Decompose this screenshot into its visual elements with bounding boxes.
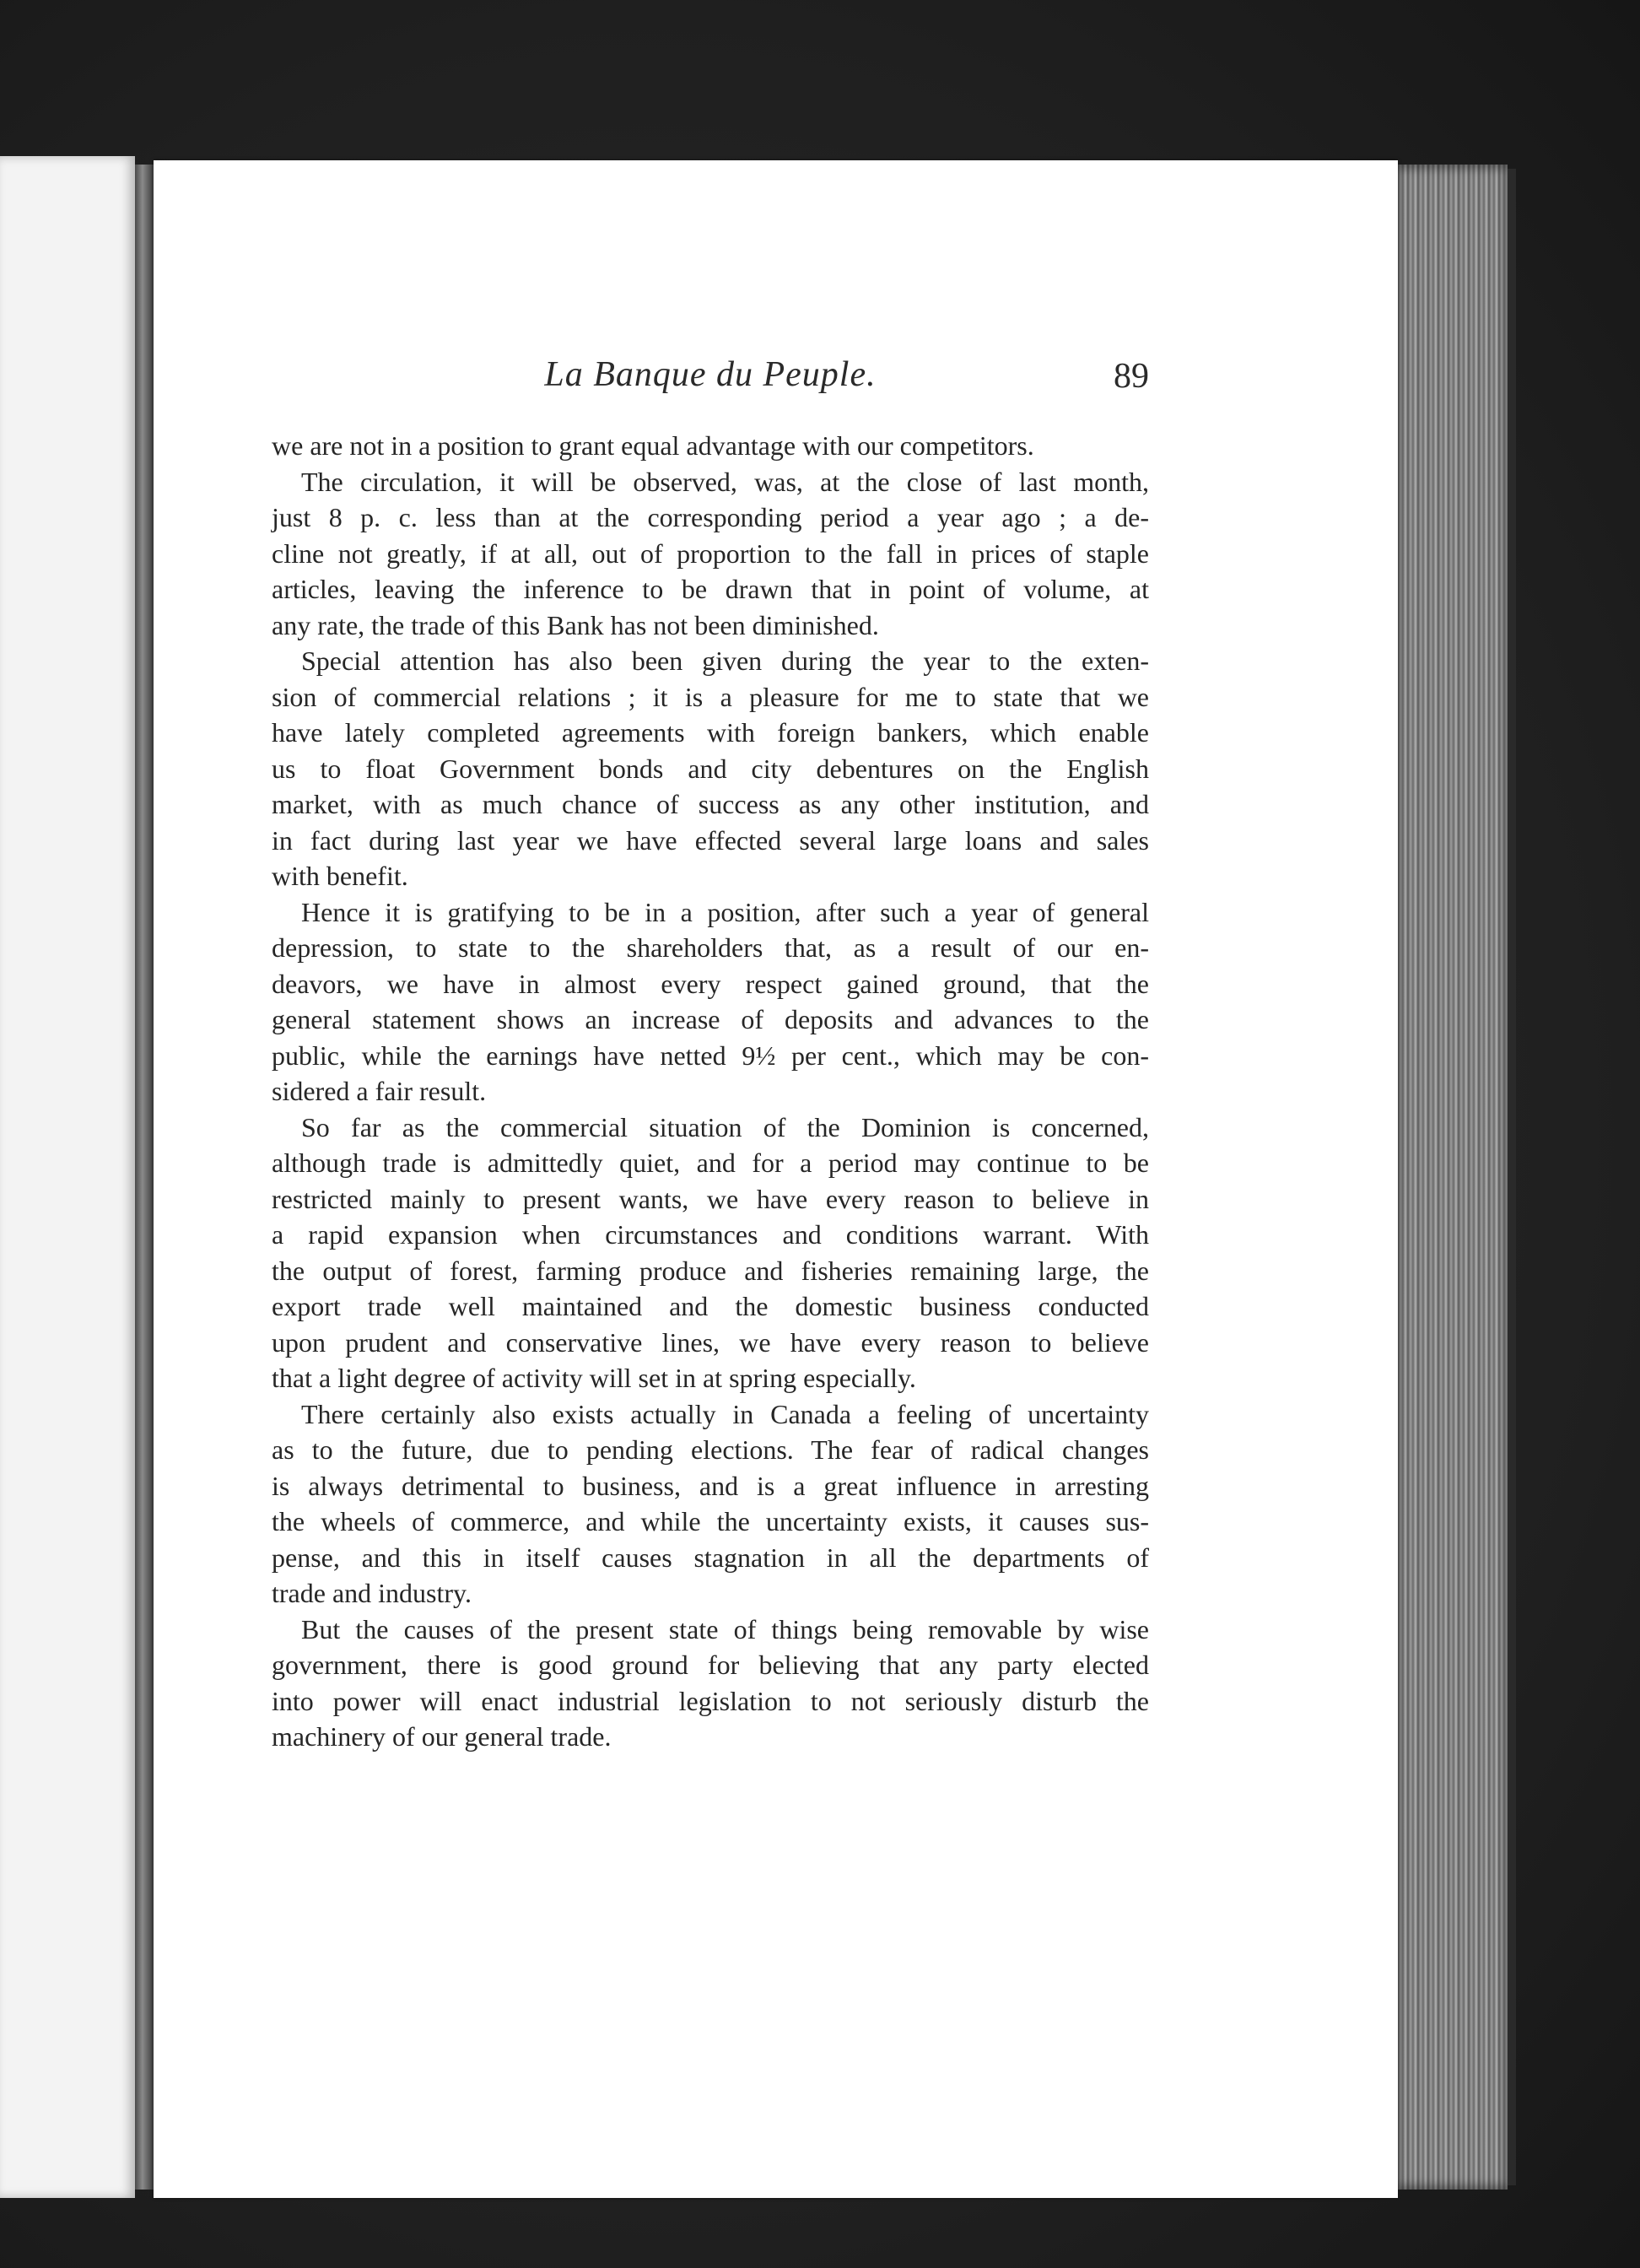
text-line: cline not greatly, if at all, out of proportion to the fall in prices of staple [272,537,1149,569]
text-line: us to float Government bonds and city debentures on the English [272,753,1149,784]
paragraph [272,464,1149,644]
text-line: sion of commercial relations ; it is a pleasure for me to state that we [272,681,1149,712]
text-line: sidered a fair result. [272,1076,487,1106]
paragraph [272,1110,1149,1396]
text-line: depression, to state to the shareholders that, as a result of our en- [272,932,1149,963]
paragraph [272,428,1149,464]
text-line: deavors, we have in almost every respect gained ground, that the [272,968,1149,999]
paragraph [272,894,1149,1110]
text-line: The circulation, it will be observed, was, at the close of last month, [301,466,1149,497]
running-head [272,354,1149,413]
book-gutter [135,165,154,2190]
text-line: that a light degree of activity will set in at spring especially. [272,1363,916,1393]
text-line: trade and industry. [272,1578,472,1608]
text-line: pense, and this in itself causes stagnation in all the departments of [272,1542,1149,1573]
text-line: is always detrimental to business, and is a great influence in arresting [272,1470,1149,1501]
paragraph [272,1612,1149,1755]
text-line: into power will enact industrial legislation to not seriously disturb the [272,1685,1149,1716]
paragraph [272,643,1149,894]
text-line: in fact during last year we have effected several large loans and sales [272,824,1149,856]
text-line: upon prudent and conservative lines, we have every reason to believe [272,1326,1149,1358]
text-line: have lately completed agreements with foreign bankers, which enable [272,717,1149,748]
text-line: Hence it is gratifying to be in a position, after such a year of general [301,896,1149,927]
text-line: general statement shows an increase of deposits and advances to the [272,1004,1149,1034]
text-line: public, while the earnings have netted 9½ per cent., which may be con- [272,1040,1149,1071]
cover-edge [1508,169,1516,2185]
text-line: machinery of our general trade. [272,1721,612,1752]
left-page-sliver [0,156,135,2198]
text-line: as to the future, due to pending elections. The fear of radical changes [272,1434,1149,1465]
text-line: restricted mainly to present wants, we have every reason to believe in [272,1183,1149,1214]
body-text [272,428,1149,1755]
text-line: any rate, the trade of this Bank has not been diminished. [272,609,879,640]
running-head-title: La Banque du Peuple. [544,355,877,394]
text-line: Special attention has also been given during the year to the exten- [301,645,1149,676]
text-line: market, with as much chance of success as any other institution, and [272,789,1149,819]
text-line: we are not in a position to grant equal advantage with our competitors. [272,430,1034,461]
text-line: So far as the commercial situation of the Dominion is concerned, [301,1111,1149,1142]
text-line: articles, leaving the inference to be drawn that in point of volume, at [272,574,1149,604]
page-number: 89 [1114,357,1149,396]
text-line: government, there is good ground for believing that any party elected [272,1650,1149,1680]
text-line: There certainly also exists actually in Canada a feeling of uncertainty [301,1398,1149,1429]
text-line: export trade well maintained and the domestic business conducted [272,1291,1149,1321]
text-line: But the causes of the present state of things being removable by wise [301,1613,1149,1644]
text-line: although trade is admittedly quiet, and for a period may continue to be [272,1148,1149,1178]
text-line: with benefit. [272,861,408,891]
text-line: a rapid expansion when circumstances and conditions warrant. With [272,1219,1149,1250]
text-line: the output of forest, farming produce and fisheries remaining large, the [272,1255,1149,1286]
page-block-edges [1398,165,1508,2190]
paragraph [272,1396,1149,1612]
text-line: just 8 p. c. less than at the corresponding period a year ago ; a de- [272,502,1149,532]
text-line: the wheels of commerce, and while the uncertainty exists, it causes sus- [272,1506,1149,1536]
